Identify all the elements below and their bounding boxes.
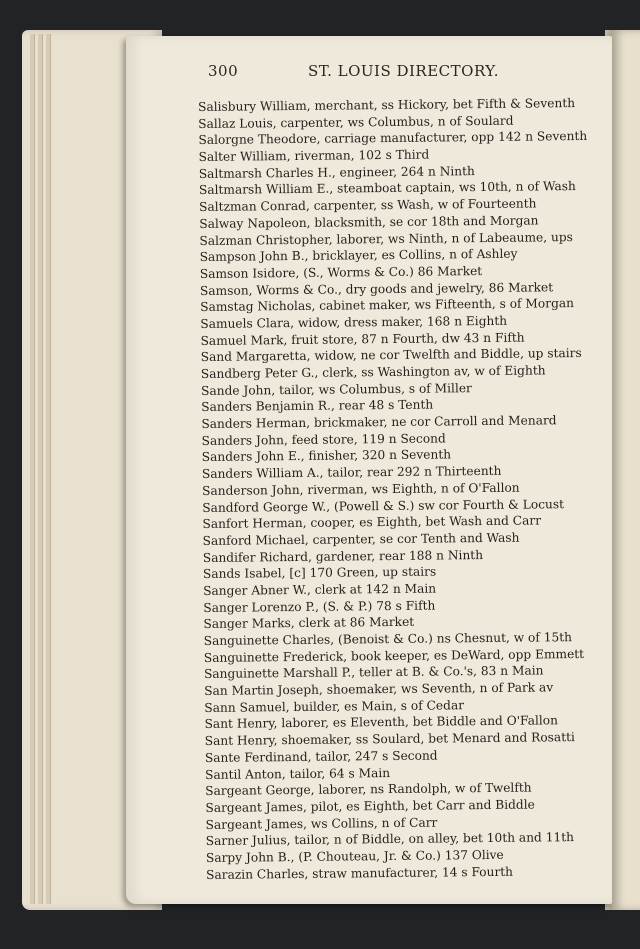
directory-entry: Sante Ferdinand, tailor, 247 s Second <box>204 748 438 765</box>
directory-entry: Sanderson John, riverman, ws Eighth, n of O'Fallon <box>202 480 520 498</box>
directory-entry: Salter William, riverman, 102 s Third <box>198 147 430 165</box>
directory-entry: Samuels Clara, widow, dress maker, 168 n Eighth <box>200 313 508 331</box>
directory-entry: Sanger Marks, clerk at 86 Market <box>203 615 415 632</box>
directory-entry: Salway Napoleon, blacksmith, se cor 18th and Morgan <box>199 213 539 231</box>
directory-entry: Sanders Herman, brickmaker, ne cor Carroll and Menard <box>201 413 557 432</box>
directory-entry: Saltmarsh Charles H., engineer, 264 n Ninth <box>198 163 475 181</box>
directory-entry: Sands Isabel, [c] 170 Green, up stairs <box>202 564 437 582</box>
directory-entry: Sarner Julius, tailor, n of Biddle, on alley, bet 10th and 11th <box>205 830 575 849</box>
directory-entry: Sarpy John B., (P. Chouteau, Jr. & Co.) 137 Olive <box>205 847 504 865</box>
directory-entry: Sanders Benjamin R., rear 48 s Tenth <box>201 397 434 415</box>
directory-entry: Sandberg Peter G., clerk, ss Washington av, w of Eighth <box>200 363 546 381</box>
directory-entry: Sandford George W., (Powell & S.) sw cor Fourth & Locust <box>202 496 565 515</box>
directory-entry: Sanger Lorenzo P., (S. & P.) 78 s Fifth <box>203 598 436 615</box>
directory-entry: Sarazin Charles, straw manufacturer, 14 s Fourth <box>206 864 514 882</box>
page-edge <box>30 34 35 904</box>
directory-entry: Sanger Abner W., clerk at 142 n Main <box>203 581 437 598</box>
directory-entry: Sargeant George, laborer, ns Randolph, w of Twelfth <box>205 780 532 799</box>
directory-entry: Sanfort Herman, cooper, es Eighth, bet Wash and Carr <box>202 513 542 532</box>
directory-entry: Sampson John B., bricklayer, es Collins, n of Ashley <box>199 246 518 265</box>
directory-entry: Sandifer Richard, gardener, rear 188 n Ninth <box>202 547 484 565</box>
directory-entry: Samson Isidore, (S., Worms & Co.) 86 Market <box>199 263 483 281</box>
directory-entry: Sande John, tailor, ws Columbus, s of Miller <box>200 380 472 398</box>
directory-entry: San Martin Joseph, shoemaker, ws Seventh, n of Park av <box>204 680 554 699</box>
page-edge <box>46 34 51 904</box>
directory-entry: Samuel Mark, fruit store, 87 n Fourth, dw 43 n Fifth <box>200 330 525 348</box>
directory-entry: Salorgne Theodore, carriage manufacturer, opp 142 n Seventh <box>198 129 588 148</box>
page-edge <box>38 34 43 904</box>
facing-page-edge <box>612 30 640 910</box>
directory-entry: Saltzman Conrad, carpenter, ss Wash, w of Fourteenth <box>199 196 537 215</box>
directory-entry: Sanders John E., finisher, 320 n Seventh <box>201 447 452 465</box>
directory-entry: Sant Henry, shoemaker, ss Soulard, bet Menard and Rosatti <box>204 730 575 749</box>
directory-entry: Sanders John, feed store, 119 n Second <box>201 431 446 448</box>
directory-entry: Sanguinette Charles, (Benoist & Co.) ns Chesnut, w of 15th <box>203 630 573 648</box>
directory-entry: Sand Margaretta, widow, ne cor Twelfth and Biddle, up stairs <box>200 346 582 365</box>
page-title: ST. LOUIS DIRECTORY. <box>308 62 500 80</box>
directory-entry: Samstag Nicholas, cabinet maker, ws Fifteenth, s of Morgan <box>200 296 575 315</box>
directory-entry: Sanders William A., tailor, rear 292 n Thirteenth <box>201 463 502 482</box>
directory-entry: Salisbury William, merchant, ss Hickory, bet Fifth & Seventh <box>198 96 576 114</box>
directory-entry: Sanford Michael, carpenter, se cor Tenth and Wash <box>202 530 520 548</box>
directory-entry: Sann Samuel, builder, es Main, s of Cedar <box>204 697 465 715</box>
directory-entry: Salzman Christopher, laborer, ws Ninth, n of Labeaume, ups <box>199 229 573 248</box>
directory-entry: Sallaz Louis, carpenter, ws Columbus, n of Soulard <box>198 113 514 131</box>
directory-entry: Saltmarsh William E., steamboat captain, ws 10th, n of Wash <box>198 179 576 198</box>
directory-entry: Samson, Worms & Co., dry goods and jewelry, 86 Market <box>199 279 554 298</box>
directory-entries <box>198 95 616 884</box>
directory-entry: Sanguinette Frederick, book keeper, es DeWard, opp Emmett <box>203 646 585 665</box>
directory-entry: Sant Henry, laborer, es Eleventh, bet Biddle and O'Fallon <box>204 713 558 732</box>
directory-entry: Sanguinette Marshall P., teller at B. & Co.'s, 83 n Main <box>203 663 544 682</box>
directory-entry: Sargeant James, pilot, es Eighth, bet Carr and Biddle <box>205 797 535 815</box>
directory-entry: Santil Anton, tailor, 64 s Main <box>205 765 391 782</box>
page-number: 300 <box>208 62 239 80</box>
directory-entry: Sargeant James, ws Collins, n of Carr <box>205 815 438 832</box>
